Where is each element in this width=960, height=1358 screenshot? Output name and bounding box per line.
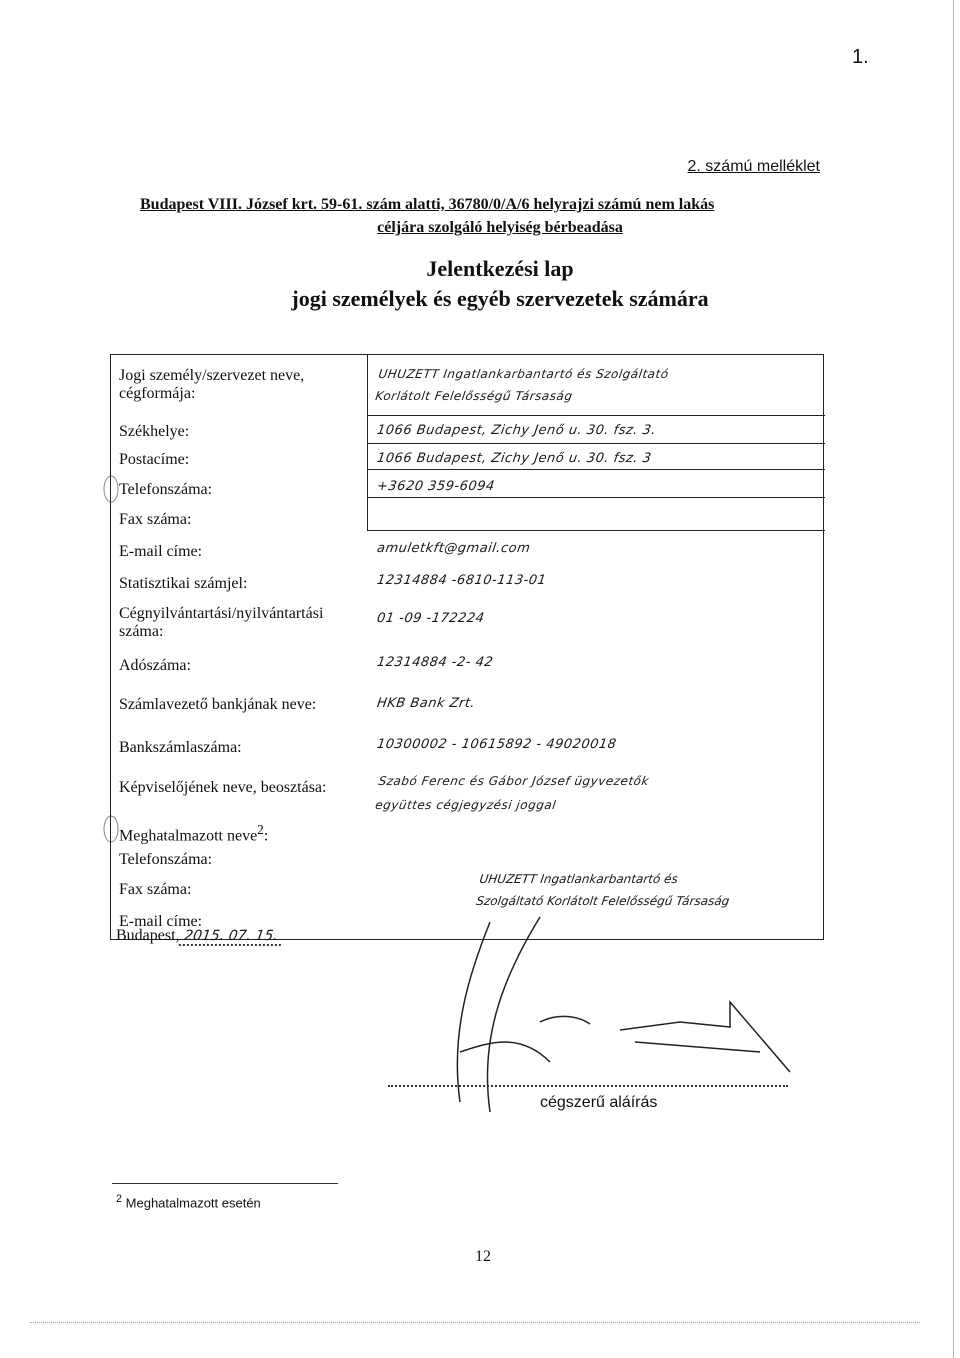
date-value: 2015. 07. 15. <box>178 928 282 946</box>
label-proxy-phone: Telefonszáma: <box>119 851 213 868</box>
label-fax: Fax száma: <box>119 511 192 528</box>
row-divider <box>367 415 825 416</box>
label-postal: Postacíme: <box>119 451 190 468</box>
handwritten-signature <box>430 912 800 1122</box>
label-tax-number: Adószáma: <box>119 657 191 674</box>
value-stat-code: 12314884 -6810-113-01 <box>375 573 548 588</box>
label-proxy-email: E-mail címe: <box>119 913 203 930</box>
label-bank-account: Bankszámlaszáma: <box>119 739 242 756</box>
value-phone: +3620 359-6094 <box>375 479 496 494</box>
value-registry: 01 -09 -172224 <box>375 611 486 626</box>
scan-edge <box>953 0 954 1358</box>
signature-label: cégszerű aláírás <box>540 1094 658 1111</box>
label-phone: Telefonszáma: <box>119 481 213 498</box>
footnote-divider <box>112 1183 338 1184</box>
signature-line <box>388 1085 788 1087</box>
footnote: $^2$ Meghatalmazott esetén <box>116 1193 261 1211</box>
value-tax-number: 12314884 -2- 42 <box>375 655 495 670</box>
page-number: 12 <box>475 1248 491 1265</box>
place-date: Budapest, 2015. 07. 15. <box>116 927 281 946</box>
form-subtitle: jogi személyek és egyéb szervezetek számára <box>291 286 709 311</box>
label-proxy-fax: Fax száma: <box>119 881 192 898</box>
value-name: UHUZETT Ingatlankarbantartó és Szolgáltató Korlátolt Felelősségű Társaság <box>374 367 670 403</box>
row-divider <box>367 497 825 498</box>
label-representative: Képviselőjének neve, beosztása: <box>119 779 327 796</box>
value-bank-name: HKB Bank Zrt. <box>375 696 477 711</box>
value-seat: 1066 Budapest, Zichy Jenő u. 30. fsz. 3. <box>375 423 658 438</box>
top-page-mark: 1. <box>852 46 869 68</box>
label-seat: Székhelye: <box>119 423 190 440</box>
label-registry: Cégnyilvántartási/nyilvántartási száma: <box>119 605 324 640</box>
value-postal: 1066 Budapest, Zichy Jenő u. 30. fsz. 3 <box>375 451 653 466</box>
label-proxy: Meghatalmazott neve$^2$: <box>119 822 269 845</box>
form-title: Jelentkezési lap <box>426 256 574 281</box>
label-email: E-mail címe: <box>119 543 203 560</box>
row-divider <box>367 443 825 444</box>
label-name: Jogi személy/szervezet neve, cégformája: <box>119 367 305 402</box>
value-representative: Szabó Ferenc és Gábor József ügyvezetők együttes cégjegyzési joggal <box>374 774 650 812</box>
row-divider <box>367 530 825 531</box>
signature-company: UHUZETT Ingatlankarbantartó és Szolgáltató Korlátolt Felelősségű Társaság <box>475 872 731 908</box>
scan-artifact-line <box>30 1322 920 1323</box>
row-divider <box>367 469 825 470</box>
heading-line-1: Budapest VIII. József krt. 59-61. szám alatti, 36780/0/A/6 helyrajzi számú nem lakás <box>140 196 715 213</box>
label-bank-name: Számlavezető bankjának neve: <box>119 696 317 713</box>
appendix-label: 2. számú melléklet <box>687 158 820 175</box>
heading-line-2: céljára szolgáló helyiség bérbeadása <box>377 219 623 236</box>
application-form-table <box>110 354 824 940</box>
value-email: amuletkft@gmail.com <box>375 541 532 556</box>
label-stat-code: Statisztikai számjel: <box>119 575 248 592</box>
value-bank-account: 10300002 - 10615892 - 49020018 <box>375 737 618 752</box>
